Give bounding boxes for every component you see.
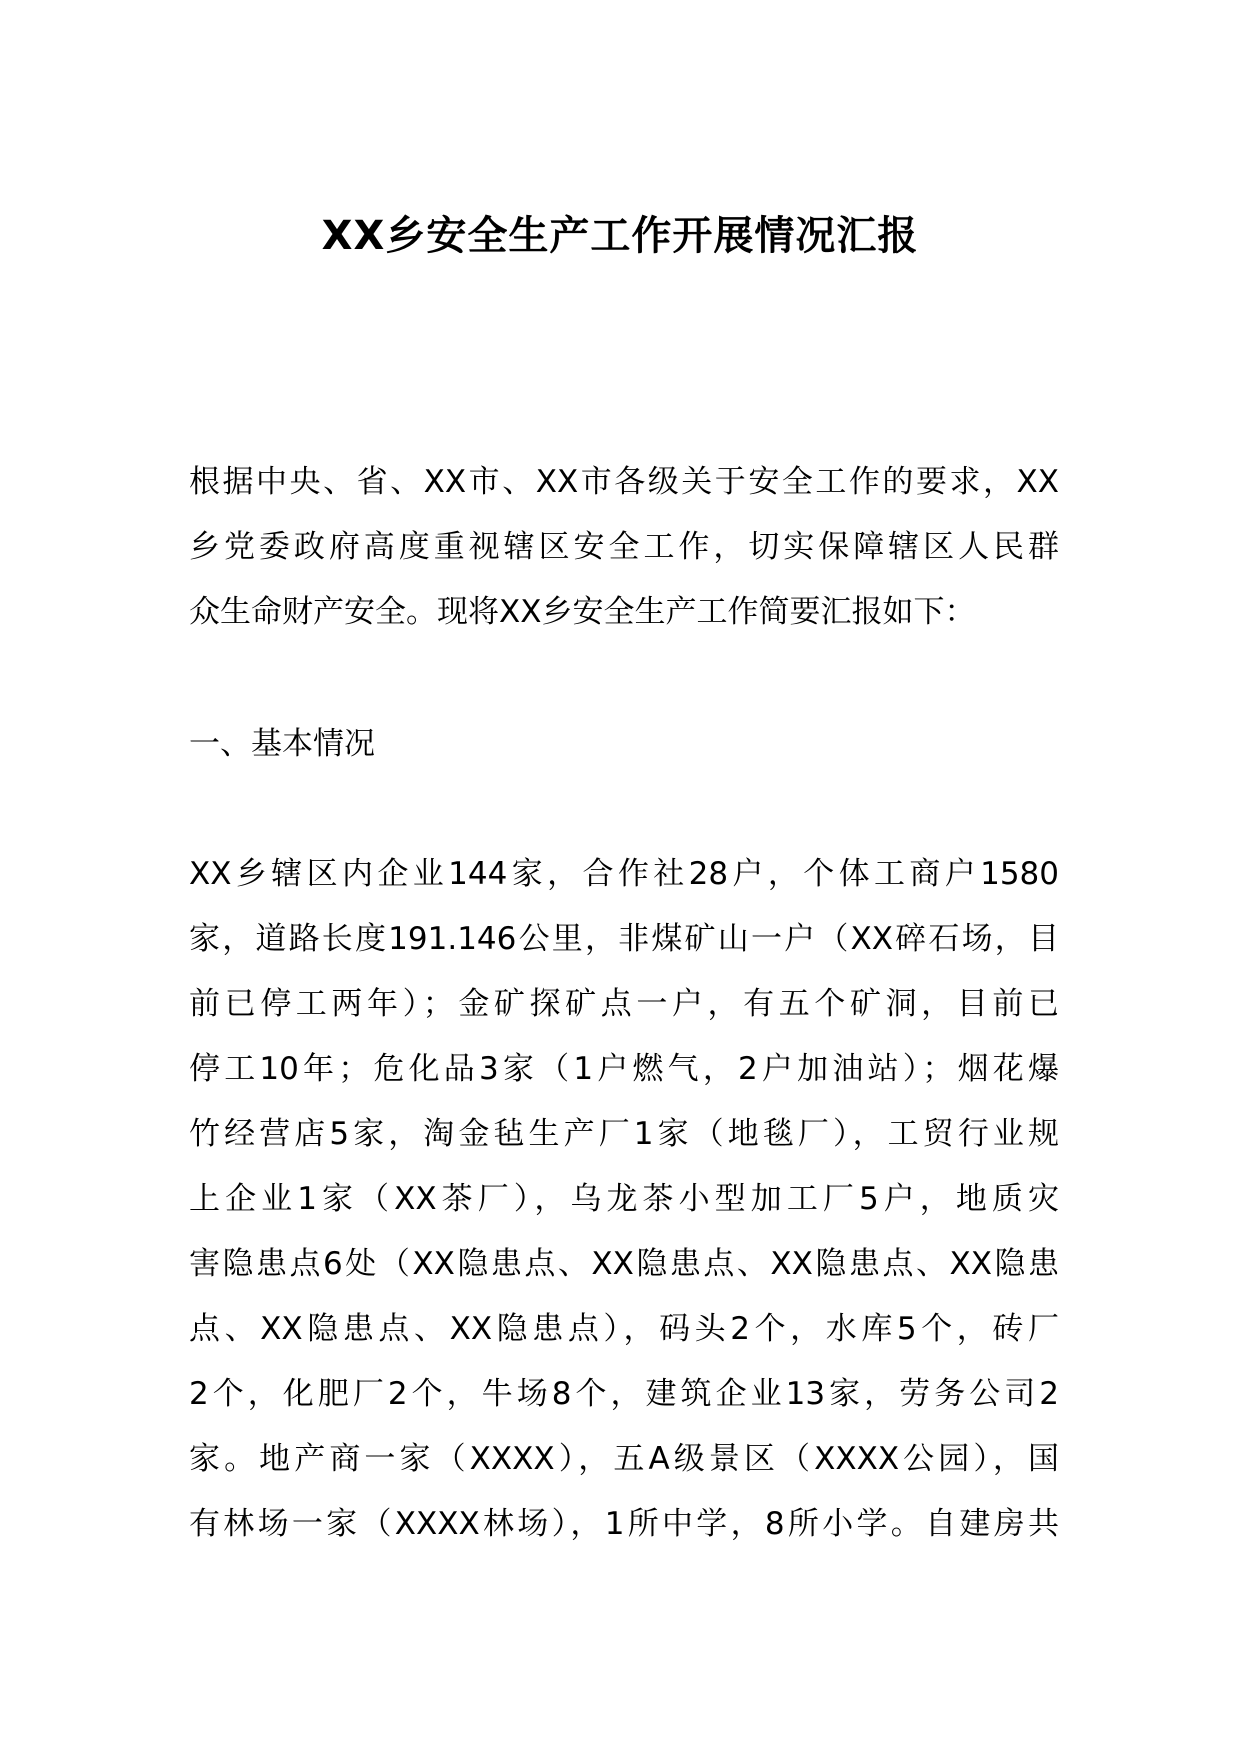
intro-line: 根据中央、省、XX市、XX市各级关于安全工作的要求，XX	[189, 464, 1059, 500]
body-line: XX乡辖区内企业144家，合作社28户，个体工商户1580	[189, 856, 1059, 892]
body-line: 害隐患点6处（XX隐患点、XX隐患点、XX隐患点、XX隐患	[189, 1246, 1059, 1282]
basic-situation-paragraph	[189, 842, 1059, 1557]
body-line: 前已停工两年）；金矿探矿点一户，有五个矿洞，目前已	[189, 986, 1059, 1022]
body-line: 上企业1家（XX茶厂），乌龙茶小型加工厂5户，地质灾	[189, 1181, 1059, 1217]
body-line: 停工10年；危化品3家（1户燃气，2户加油站）；烟花爆	[189, 1051, 1059, 1087]
document-title: XX乡安全生产工作开展情况汇报	[321, 213, 919, 259]
body-line: 2个，化肥厂2个，牛场8个，建筑企业13家，劳务公司2	[189, 1376, 1059, 1412]
intro-line: 乡党委政府高度重视辖区安全工作，切实保障辖区人民群	[189, 529, 1059, 565]
body-line: 有林场一家（XXXX林场），1所中学，8所小学。自建房共	[189, 1506, 1059, 1542]
section-heading-text: 一、基本情况	[189, 726, 375, 762]
body-line: 竹经营店5家，淘金毡生产厂1家（地毯厂），工贸行业规	[189, 1116, 1059, 1152]
body-line: 家，道路长度191.146公里，非煤矿山一户（XX碎石场，目	[189, 921, 1059, 957]
body-line: 家。地产商一家（XXXX），五A级景区（XXXX公园），国	[189, 1441, 1059, 1477]
section-heading	[189, 712, 1059, 777]
intro-line: 众生命财产安全。现将XX乡安全生产工作简要汇报如下：	[189, 594, 976, 630]
body-line: 点、XX隐患点、XX隐患点），码头2个，水库5个，砖厂	[189, 1311, 1059, 1347]
intro-paragraph	[189, 450, 1059, 645]
